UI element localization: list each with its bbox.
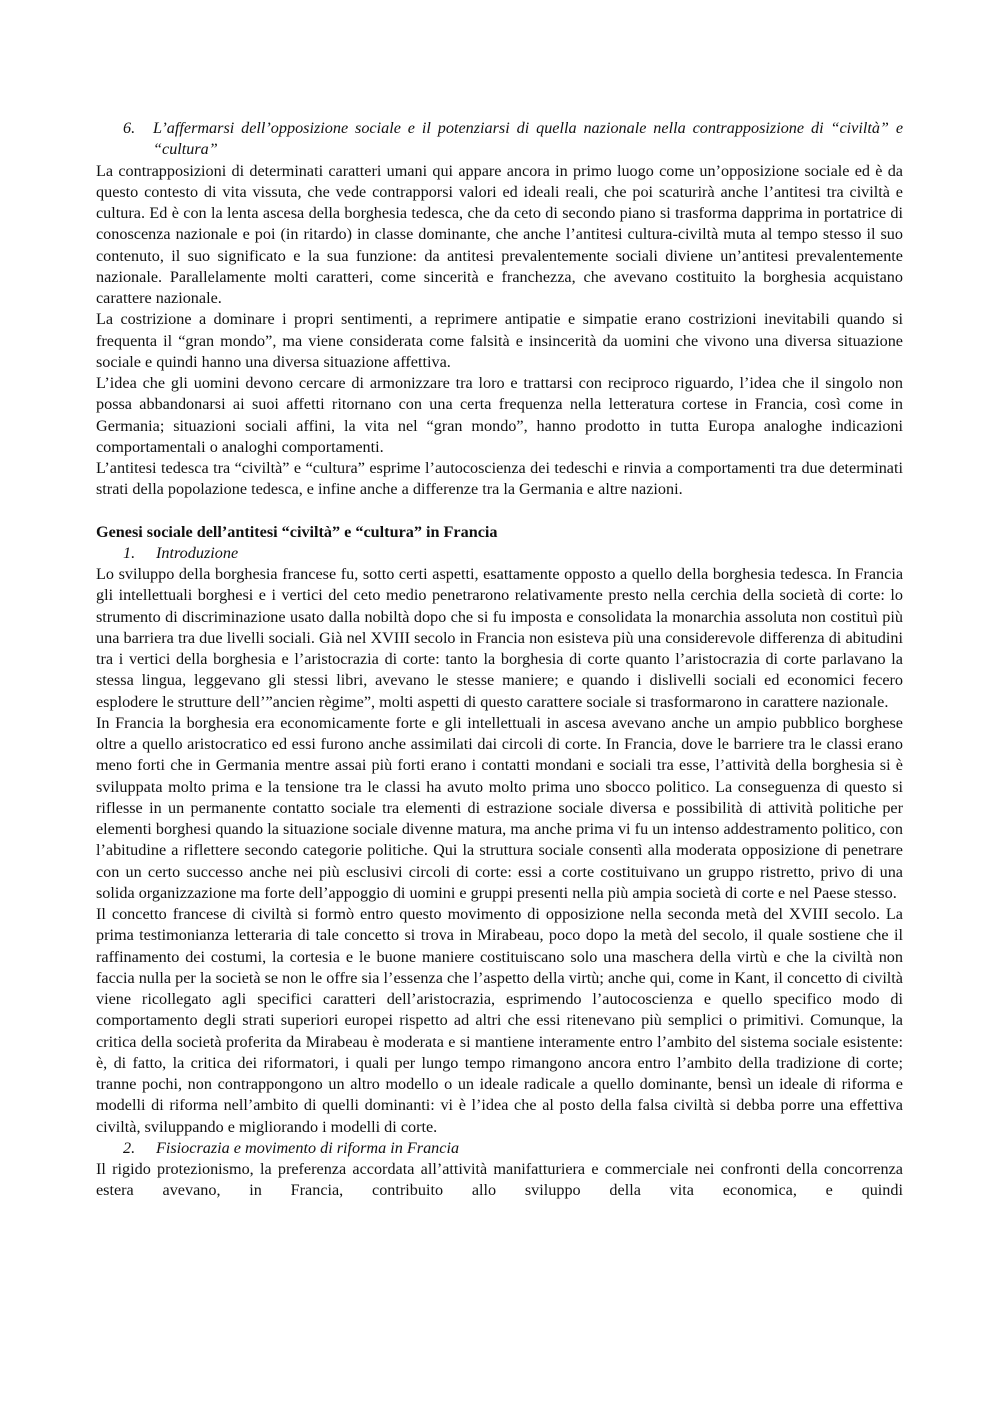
subsection-2-heading [96,1138,903,1159]
subsection-number: 1. [123,543,136,562]
paragraph: L’idea che gli uomini devono cercare di armonizzare tra loro e trattarsi con reciproco riguardo, l’idea che il singolo non possa abbandonarsi ai suoi affetti ritornano con una certa frequenza nella letteratura cortese in Francia, così come in Germania; situazioni sociali affini, la vita nel “gran mondo”, hanno prodotto in tutta Europa analoghe indicazioni comportamentali o analoghi comportamenti. [96,374,903,456]
chapter-heading: Genesi sociale dell’antitesi “civiltà” e “cultura” in Francia [96,522,498,541]
document-page [96,118,903,1202]
paragraph: Lo sviluppo della borghesia francese fu, sotto certi aspetti, esattamente opposto a quello della borghesia tedesca. In Francia gli intellettuali borghesi e i vertici del ceto medio penetrarono relativamente presto nella cerchia della società di corte: lo strumento di discriminazione usato dalla nobiltà dopo che si fu imposta e consolidata la monarchia assoluta non costituì più una barriera tra due livelli sociali. Già nel XVIII secolo in Francia non esisteva più una considerevole differenza di abitudini tra i vertici della borghesia e l’aristocrazia di corte: tanto la borghesia di corte quanto l’aristocrazia di corte parlavano la stessa lingua, leggevano gli stessi libri, avevano le stesse maniere; e quando i dislivelli sociali ed economici fecero esplodere le strutture dell’”ancien règime”, molti aspetti di questo carattere sociale si trasformarono in carattere nazionale. [96,565,903,711]
section-number: 6. [123,119,136,137]
subsection-title: Fisiocrazia e movimento di riforma in Francia [156,1138,460,1157]
paragraph: L’antitesi tedesca tra “civiltà” e “cultura” esprime l’autocoscienza dei tedeschi e rinvia a comportamenti tra due determinati strati della popolazione tedesca, e infine anche a differenze tra la Germania e altre nazioni. [96,459,903,499]
paragraph: Il rigido protezionismo, la preferenza accordata all’attività manifatturiera e commerciale nei confronti della concorrenza estera avevano, in Francia, contribuito allo sviluppo della vita economica, e quindi [96,1160,903,1200]
paragraph: La costrizione a dominare i propri sentimenti, a reprimere antipatie e simpatie erano costrizioni inevitabili quando si frequenta il “gran mondo”, ma viene considerata come falsità e insincerità da uomini che vivono una diversa situazione sociale e quindi hanno una diversa situazione affettiva. [96,310,903,371]
section-title: L’affermarsi dell’opposizione sociale e il potenziarsi di quella nazionale nella contrapposizione di “civiltà” e “cultura” [153,119,903,159]
paragraph: La contrapposizioni di determinati caratteri umani qui appare ancora in primo luogo come un’opposizione sociale ed è da questo contesto di vita vissuta, che vede contrapporsi valori ed ideali reali, che poi scaturirà anche l’antitesi tra civiltà e cultura. Ed è con la lenta ascesa della borghesia tedesca, che da ceto di secondo piano si trasforma dapprima in portatrice di conoscenza nazionale e poi (in ritardo) in classe dominante, che anche l’antitesi cultura-civiltà muta al tempo stesso il suo contenuto, il suo significato e la sua funzione: da antitesi prevalentemente sociali diviene un’antitesi prevalentemente nazionale. Parallelamente molti caratteri, come sincerità e franchezza, che avevano costituito la borghesia acquistano carattere nazionale. [96,161,903,307]
section-6-heading [96,118,903,161]
subsection-title: Introduzione [156,543,239,562]
subsection-number: 2. [123,1138,136,1157]
subsection-1-heading [96,543,903,564]
paragraph: Il concetto francese di civiltà si formò entro questo movimento di opposizione nella seconda metà del XVIII secolo. La prima testimonianza letteraria di tale concetto si trova in Mirabeau, poco dopo la metà del secolo, il quale sostiene che il raffinamento dei costumi, la cortesia e le buone maniere costituiscano solo una maschera della virtù e che la civiltà non faccia nulla per la società se non le offre sia l’essenza che l’aspetto della virtù; anche qui, come in Kant, il concetto di civiltà viene ricollegato agli specifici caratteri dell’aristocrazia, esprimendo l’autocoscienza e quello specifico modo di comportamento degli strati superiori europei rispetto ad altri che essi ritenevano più semplici o primitivi. Comunque, la critica della società proferita da Mirabeau è moderata e si mantiene interamente entro l’ambito del sistema sociale esistente: è, di fatto, la critica dei riformatori, i quali per lungo tempo rimangono ancora entro l’ambito della tradizione di corte; tranne pochi, non contrappongono un altro modello o un ideale radicale a quello dominante, bensì un ideale di riforma e modelli di riforma nell’ambito di quelli dominanti: vi è l’idea che al posto della falsa civiltà si debba porre una effettiva civiltà, sviluppando e migliorando i modelli di corte. [96,905,903,1136]
paragraph: In Francia la borghesia era economicamente forte e gli intellettuali in ascesa avevano anche un ampio pubblico borghese oltre a quello aristocratico ed essi furono anche assimilati dai circoli di corte. In Francia, dove le barriere tra le classi erano meno forti che in Germania mentre assai più forti erano i contatti mondani e sociali tra esse, l’attività della borghesia si è sviluppata molto prima e la tensione tra le classi ha avuto molto prima uno sbocco politico. La conseguenza di questo si riflesse in un permanente contatto sociale tra elementi di estrazione sociale diversa e possibilità di attività politiche per elementi borghesi quando la situazione sociale divenne matura, ma anche prima vi fu un intenso addestramento politico, con l’abitudine a riflettere secondo categorie politiche. Qui la struttura sociale consentì alla moderata opposizione di penetrare con un certo successo anche nei più esclusivi circoli di corte: essi a corte costituivano un gruppo ristretto, privo di una solida organizzazione ma forte dell’appoggio di uomini e gruppi presenti nella più ampia società di corte e nel Paese stesso. [96,713,903,902]
